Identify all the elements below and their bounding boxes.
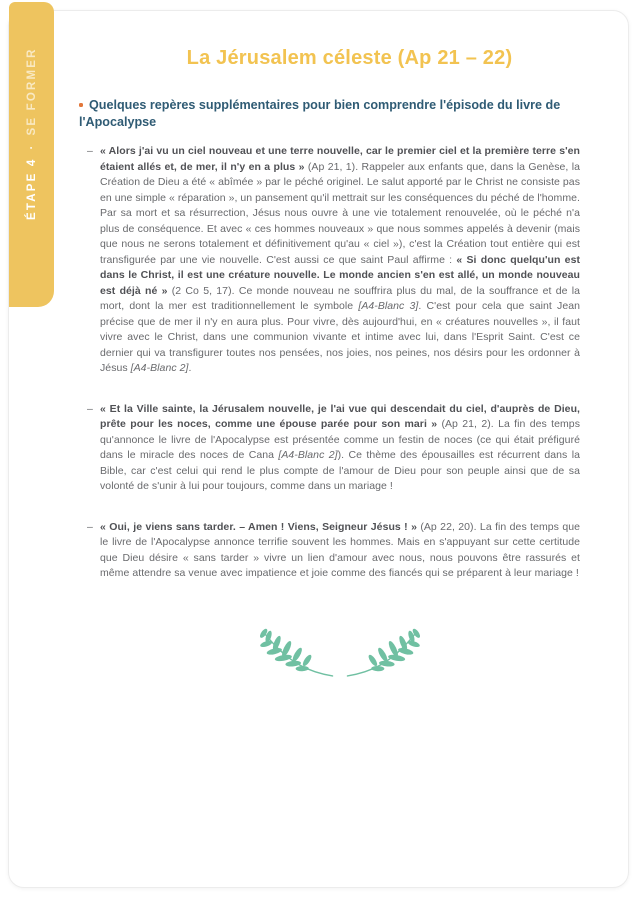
fern-ornament [89, 626, 590, 680]
paragraph-list [87, 144, 580, 582]
sidebar-tab-label [11, 4, 53, 284]
document-page-card [8, 10, 629, 888]
paragraph-item [87, 520, 580, 582]
text-segment-regular: . C'est pour cela que saint Jean précise que de mer il n'y en aura plus. Pour vivre, dès aujourd'hui, en « créatures nouvelles », il faut vivre avec le Christ, dans une communion vivante et intime avec lui, dans l'Esprit Saint. C'est ce dernier qui va transfigurer toutes nos pensées, nos joies, nos peines, nos désirs pour les ordonner à Jésus [100, 300, 580, 375]
text-segment-regular: (Ap 21, 1). Rappeler aux enfants que, dans la Genèse, la Création de Dieu a été « abîmée » par le péché originel. Le salut apporté par le Christ ne consiste pas en une simple « réparation », un pansement qu'il mettrait sur les conséquences du péché de l'homme. Par sa mort et sa résurrection, Jésus nous ouvre à une vie totalement renouvelée, où le péché n'a plus de conséquence. Et avec « ces hommes nouveaux » que nous sommes appelés à devenir (mais que nous ne serons totalement et définitivement qu'au « ciel »), c'est la Création tout entière qui est transfigurée par une vie nouvelle. C'est aussi ce que saint Paul affirme : [100, 160, 581, 266]
dash-marker: – [87, 520, 93, 533]
text-segment-regular: (Ap 21, 2). La fin des temps qu'annonce le livre de l'Apocalypse est présentée comme un festin de noces (ce qui était préfiguré dans le miracle des noces de Cana [100, 418, 580, 462]
text-segment-italic: [A4-Blanc 2] [130, 362, 189, 375]
tab-separator-dot: · [26, 143, 38, 150]
fern-left-icon [253, 626, 335, 680]
text-segment-italic: [A4-Blanc 2] [278, 449, 338, 462]
text-segment-bold: « Et la Ville sainte, la Jérusalem nouvelle, je l'ai vue qui descendait du ciel, d'auprès de Dieu, prête pour les noces, comme une épouse parée pour son mari » [100, 402, 580, 431]
tab-step-label: ÉTAPE 4 [26, 157, 38, 220]
paragraph-item [87, 144, 580, 377]
tab-section-label: SE FORMER [26, 47, 38, 136]
paragraph-item [87, 402, 580, 495]
page-title: La Jérusalem céleste (Ap 21 – 22) [186, 47, 513, 69]
dash-marker: – [87, 402, 93, 415]
dash-marker: – [87, 145, 93, 158]
text-segment-regular: ). Ce thème des épousailles est récurrent dans la Bible, car c'est celui qui rend le plus compte de l'amour de Dieu pour son peuple ainsi que de sa volonté de s'unir à lui pour toujours, comme dans un mariage ! [100, 449, 580, 493]
text-segment-bold: « Oui, je viens sans tarder. – Amen ! Viens, Seigneur Jésus ! » [100, 520, 421, 533]
text-segment-regular: . [188, 362, 192, 375]
orange-square-bullet-icon [79, 103, 83, 107]
sidebar-tab-etape4[interactable] [9, 2, 54, 307]
paragraph-text [100, 520, 580, 582]
text-segment-regular: (Ap 22, 20). La fin des temps que le livre de l'Apocalypse annonce terrifie souvent les hommes. Mais en s'appuyant sur cette certitude que Dieu désire « sans tarder » vivre un lien d'amour avec nous, nous pouvons être rassurés et même attendre sa venue avec impatience et joie comme des fiancés qui se préparent à leur mariage ! [100, 520, 580, 580]
intro-heading [79, 97, 580, 131]
fern-right-icon [345, 626, 427, 680]
intro-heading-text: Quelques repères supplémentaires pour bien comprendre l'épisode du livre de l'Apocalypse [79, 98, 561, 130]
paragraph-text [100, 402, 580, 495]
text-segment-bold: « Si donc quelqu'un est dans le Christ, il est une créature nouvelle. Le monde ancien s'en est allé, un monde nouveau est déjà né » [100, 253, 581, 297]
text-segment-italic: [A4-Blanc 3] [358, 300, 419, 313]
text-segment-regular: (2 Co 5, 17). Ce monde nouveau ne souffrira plus du mal, de la souffrance et de la mort, dont la mer est traditionnellement le symbole [100, 284, 580, 313]
paragraph-text [100, 144, 580, 377]
text-segment-bold: « Alors j'ai vu un ciel nouveau et une terre nouvelle, car le premier ciel et la première terre s'en étaient allés et, de mer, il n'y en a plus » [100, 145, 580, 173]
